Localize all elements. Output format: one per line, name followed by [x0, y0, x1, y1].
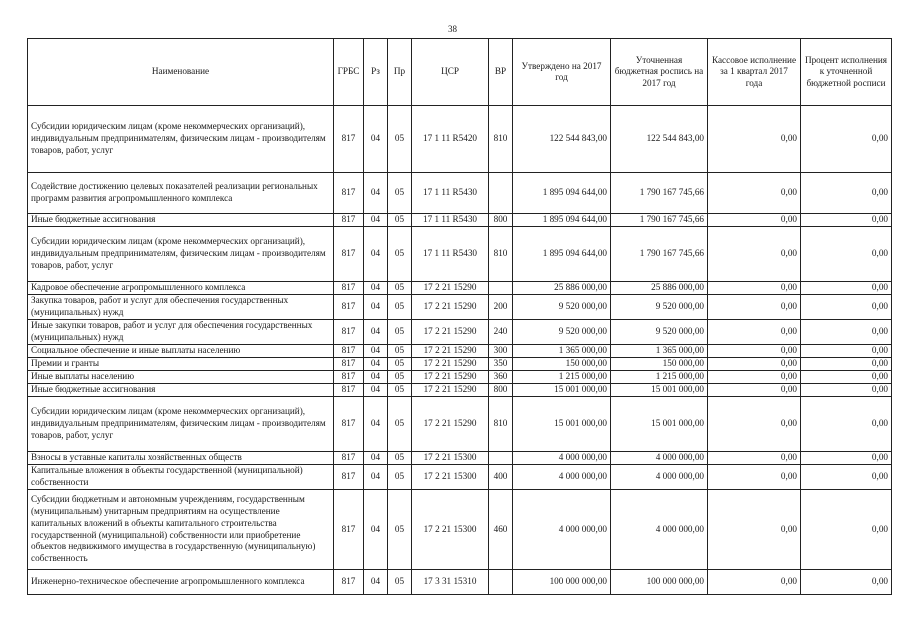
row-percent-cell: 0,00	[801, 106, 892, 173]
row-name-cell: Социальное обеспечение и иные выплаты населению	[28, 345, 334, 358]
row-refined-cell: 9 520 000,00	[611, 295, 708, 320]
row-refined-cell: 4 000 000,00	[611, 490, 708, 570]
row-grbs-cell: 817	[334, 345, 364, 358]
row-vr-cell: 400	[489, 465, 513, 490]
header-approved: Утверждено на 2017 год	[513, 39, 611, 106]
row-vr-cell: 800	[489, 384, 513, 397]
row-cash-cell: 0,00	[708, 490, 801, 570]
header-csr: ЦСР	[412, 39, 489, 106]
row-csr-cell: 17 2 21 15290	[412, 345, 489, 358]
row-rz-cell: 04	[364, 106, 388, 173]
header-row	[28, 39, 892, 106]
table-row	[28, 371, 892, 384]
row-csr-cell: 17 1 11 R5430	[412, 227, 489, 282]
row-csr-cell: 17 1 11 R5420	[412, 106, 489, 173]
row-name-cell: Иные бюджетные ассигнования	[28, 384, 334, 397]
row-percent-cell: 0,00	[801, 371, 892, 384]
row-approved-cell: 4 000 000,00	[513, 490, 611, 570]
row-csr-cell: 17 3 31 15310	[412, 570, 489, 595]
row-percent-cell: 0,00	[801, 358, 892, 371]
row-pr-cell: 05	[388, 106, 412, 173]
budget-execution-table	[27, 38, 892, 595]
row-rz-cell: 04	[364, 452, 388, 465]
row-refined-cell: 1 215 000,00	[611, 371, 708, 384]
row-pr-cell: 05	[388, 384, 412, 397]
row-pr-cell: 05	[388, 397, 412, 452]
table-row	[28, 465, 892, 490]
row-rz-cell: 04	[364, 397, 388, 452]
row-pr-cell: 05	[388, 570, 412, 595]
row-percent-cell: 0,00	[801, 490, 892, 570]
row-pr-cell: 05	[388, 371, 412, 384]
row-grbs-cell: 817	[334, 320, 364, 345]
row-cash-cell: 0,00	[708, 282, 801, 295]
row-vr-cell: 360	[489, 371, 513, 384]
table-row	[28, 358, 892, 371]
row-approved-cell: 100 000 000,00	[513, 570, 611, 595]
row-rz-cell: 04	[364, 345, 388, 358]
row-vr-cell: 810	[489, 106, 513, 173]
row-percent-cell: 0,00	[801, 345, 892, 358]
row-csr-cell: 17 2 21 15290	[412, 358, 489, 371]
row-approved-cell: 4 000 000,00	[513, 465, 611, 490]
row-approved-cell: 4 000 000,00	[513, 452, 611, 465]
table-row	[28, 106, 892, 173]
row-rz-cell: 04	[364, 320, 388, 345]
row-rz-cell: 04	[364, 282, 388, 295]
row-csr-cell: 17 2 21 15290	[412, 371, 489, 384]
row-approved-cell: 15 001 000,00	[513, 384, 611, 397]
row-percent-cell: 0,00	[801, 173, 892, 214]
table-row	[28, 570, 892, 595]
row-vr-cell: 460	[489, 490, 513, 570]
table-row	[28, 345, 892, 358]
row-refined-cell: 1 790 167 745,66	[611, 227, 708, 282]
row-vr-cell: 800	[489, 214, 513, 227]
row-vr-cell: 200	[489, 295, 513, 320]
row-refined-cell: 122 544 843,00	[611, 106, 708, 173]
row-pr-cell: 05	[388, 358, 412, 371]
table-row	[28, 295, 892, 320]
row-grbs-cell: 817	[334, 490, 364, 570]
row-approved-cell: 1 895 094 644,00	[513, 214, 611, 227]
row-approved-cell: 15 001 000,00	[513, 397, 611, 452]
row-refined-cell: 15 001 000,00	[611, 384, 708, 397]
row-percent-cell: 0,00	[801, 295, 892, 320]
table-row	[28, 214, 892, 227]
header-percent: Процент исполнения к уточненной бюджетной росписи	[801, 39, 892, 106]
row-approved-cell: 9 520 000,00	[513, 295, 611, 320]
row-csr-cell: 17 2 21 15290	[412, 295, 489, 320]
row-grbs-cell: 817	[334, 570, 364, 595]
row-rz-cell: 04	[364, 384, 388, 397]
row-approved-cell: 150 000,00	[513, 358, 611, 371]
row-grbs-cell: 817	[334, 452, 364, 465]
row-csr-cell: 17 1 11 R5430	[412, 214, 489, 227]
row-vr-cell: 810	[489, 397, 513, 452]
row-rz-cell: 04	[364, 570, 388, 595]
table-row	[28, 173, 892, 214]
row-name-cell: Взносы в уставные капиталы хозяйственных обществ	[28, 452, 334, 465]
row-grbs-cell: 817	[334, 465, 364, 490]
row-grbs-cell: 817	[334, 173, 364, 214]
row-approved-cell: 1 895 094 644,00	[513, 173, 611, 214]
row-name-cell: Содействие достижению целевых показателей реализации региональных программ развития агропромышленного комплекса	[28, 173, 334, 214]
row-vr-cell	[489, 452, 513, 465]
row-refined-cell: 4 000 000,00	[611, 452, 708, 465]
row-cash-cell: 0,00	[708, 295, 801, 320]
row-name-cell: Кадровое обеспечение агропромышленного комплекса	[28, 282, 334, 295]
table-row	[28, 490, 892, 570]
row-refined-cell: 9 520 000,00	[611, 320, 708, 345]
row-pr-cell: 05	[388, 173, 412, 214]
row-vr-cell: 240	[489, 320, 513, 345]
row-rz-cell: 04	[364, 214, 388, 227]
row-vr-cell: 350	[489, 358, 513, 371]
row-name-cell: Закупка товаров, работ и услуг для обеспечения государственных (муниципальных) нужд	[28, 295, 334, 320]
row-grbs-cell: 817	[334, 358, 364, 371]
row-refined-cell: 25 886 000,00	[611, 282, 708, 295]
row-percent-cell: 0,00	[801, 227, 892, 282]
row-rz-cell: 04	[364, 490, 388, 570]
row-rz-cell: 04	[364, 227, 388, 282]
row-cash-cell: 0,00	[708, 397, 801, 452]
row-cash-cell: 0,00	[708, 106, 801, 173]
row-cash-cell: 0,00	[708, 345, 801, 358]
row-refined-cell: 4 000 000,00	[611, 465, 708, 490]
row-refined-cell: 100 000 000,00	[611, 570, 708, 595]
row-csr-cell: 17 2 21 15290	[412, 282, 489, 295]
row-cash-cell: 0,00	[708, 214, 801, 227]
row-csr-cell: 17 2 21 15300	[412, 465, 489, 490]
table-row	[28, 384, 892, 397]
row-approved-cell: 1 365 000,00	[513, 345, 611, 358]
header-grbs: ГРБС	[334, 39, 364, 106]
row-pr-cell: 05	[388, 227, 412, 282]
row-pr-cell: 05	[388, 282, 412, 295]
row-name-cell: Субсидии бюджетным и автономным учреждениям, государственным (муниципальным) унитарным предприятиям на осуществление капитальных вложений в объекты капитального строительства государственной (муниципальной) собственности или приобретение объектов недвижимого имущества в государственную (муниципальную) собственность	[28, 490, 334, 570]
row-cash-cell: 0,00	[708, 570, 801, 595]
row-csr-cell: 17 2 21 15290	[412, 384, 489, 397]
row-name-cell: Иные бюджетные ассигнования	[28, 214, 334, 227]
row-name-cell: Иные закупки товаров, работ и услуг для обеспечения государственных (муниципальных) нужд	[28, 320, 334, 345]
row-csr-cell: 17 2 21 15290	[412, 320, 489, 345]
row-approved-cell: 122 544 843,00	[513, 106, 611, 173]
row-cash-cell: 0,00	[708, 465, 801, 490]
row-rz-cell: 04	[364, 173, 388, 214]
row-name-cell: Субсидии юридическим лицам (кроме некоммерческих организаций), индивидуальным предпринимателям, физическим лицам - производителям товаров, работ, услуг	[28, 106, 334, 173]
row-approved-cell: 1 215 000,00	[513, 371, 611, 384]
row-pr-cell: 05	[388, 345, 412, 358]
row-rz-cell: 04	[364, 465, 388, 490]
row-name-cell: Иные выплаты населению	[28, 371, 334, 384]
row-approved-cell: 1 895 094 644,00	[513, 227, 611, 282]
row-cash-cell: 0,00	[708, 227, 801, 282]
header-rz: Рз	[364, 39, 388, 106]
header-pr: Пр	[388, 39, 412, 106]
row-grbs-cell: 817	[334, 214, 364, 227]
row-csr-cell: 17 2 21 15300	[412, 490, 489, 570]
row-grbs-cell: 817	[334, 384, 364, 397]
row-percent-cell: 0,00	[801, 570, 892, 595]
row-cash-cell: 0,00	[708, 173, 801, 214]
row-percent-cell: 0,00	[801, 465, 892, 490]
row-csr-cell: 17 1 11 R5430	[412, 173, 489, 214]
row-grbs-cell: 817	[334, 371, 364, 384]
header-refined: Уточненная бюджетная роспись на 2017 год	[611, 39, 708, 106]
table-row	[28, 397, 892, 452]
row-rz-cell: 04	[364, 371, 388, 384]
table-row	[28, 227, 892, 282]
row-percent-cell: 0,00	[801, 384, 892, 397]
row-pr-cell: 05	[388, 295, 412, 320]
row-grbs-cell: 817	[334, 295, 364, 320]
row-name-cell: Премии и гранты	[28, 358, 334, 371]
row-cash-cell: 0,00	[708, 452, 801, 465]
table-row	[28, 282, 892, 295]
row-pr-cell: 05	[388, 490, 412, 570]
row-percent-cell: 0,00	[801, 214, 892, 227]
row-refined-cell: 15 001 000,00	[611, 397, 708, 452]
row-name-cell: Инженерно-техническое обеспечение агропромышленного комплекса	[28, 570, 334, 595]
row-cash-cell: 0,00	[708, 371, 801, 384]
row-vr-cell	[489, 173, 513, 214]
row-refined-cell: 1 790 167 745,66	[611, 173, 708, 214]
row-grbs-cell: 817	[334, 397, 364, 452]
row-refined-cell: 1 790 167 745,66	[611, 214, 708, 227]
row-percent-cell: 0,00	[801, 397, 892, 452]
table-row	[28, 320, 892, 345]
row-cash-cell: 0,00	[708, 358, 801, 371]
row-pr-cell: 05	[388, 320, 412, 345]
row-pr-cell: 05	[388, 214, 412, 227]
row-percent-cell: 0,00	[801, 320, 892, 345]
row-name-cell: Капитальные вложения в объекты государственной (муниципальной) собственности	[28, 465, 334, 490]
row-grbs-cell: 817	[334, 282, 364, 295]
row-percent-cell: 0,00	[801, 452, 892, 465]
page-number: 38	[448, 24, 457, 34]
row-name-cell: Субсидии юридическим лицам (кроме некоммерческих организаций), индивидуальным предпринимателям, физическим лицам - производителям товаров, работ, услуг	[28, 397, 334, 452]
header-cash: Кассовое исполнение за 1 квартал 2017 года	[708, 39, 801, 106]
row-grbs-cell: 817	[334, 227, 364, 282]
row-refined-cell: 1 365 000,00	[611, 345, 708, 358]
row-name-cell: Субсидии юридическим лицам (кроме некоммерческих организаций), индивидуальным предпринимателям, физическим лицам - производителям товаров, работ, услуг	[28, 227, 334, 282]
row-csr-cell: 17 2 21 15290	[412, 397, 489, 452]
header-vr: ВР	[489, 39, 513, 106]
row-cash-cell: 0,00	[708, 320, 801, 345]
row-refined-cell: 150 000,00	[611, 358, 708, 371]
row-approved-cell: 9 520 000,00	[513, 320, 611, 345]
row-grbs-cell: 817	[334, 106, 364, 173]
header-name: Наименование	[28, 39, 334, 106]
table-row	[28, 452, 892, 465]
row-vr-cell: 810	[489, 227, 513, 282]
row-cash-cell: 0,00	[708, 384, 801, 397]
row-vr-cell	[489, 570, 513, 595]
row-vr-cell	[489, 282, 513, 295]
row-csr-cell: 17 2 21 15300	[412, 452, 489, 465]
row-percent-cell: 0,00	[801, 282, 892, 295]
row-rz-cell: 04	[364, 295, 388, 320]
row-approved-cell: 25 886 000,00	[513, 282, 611, 295]
row-vr-cell: 300	[489, 345, 513, 358]
row-rz-cell: 04	[364, 358, 388, 371]
row-pr-cell: 05	[388, 465, 412, 490]
row-pr-cell: 05	[388, 452, 412, 465]
